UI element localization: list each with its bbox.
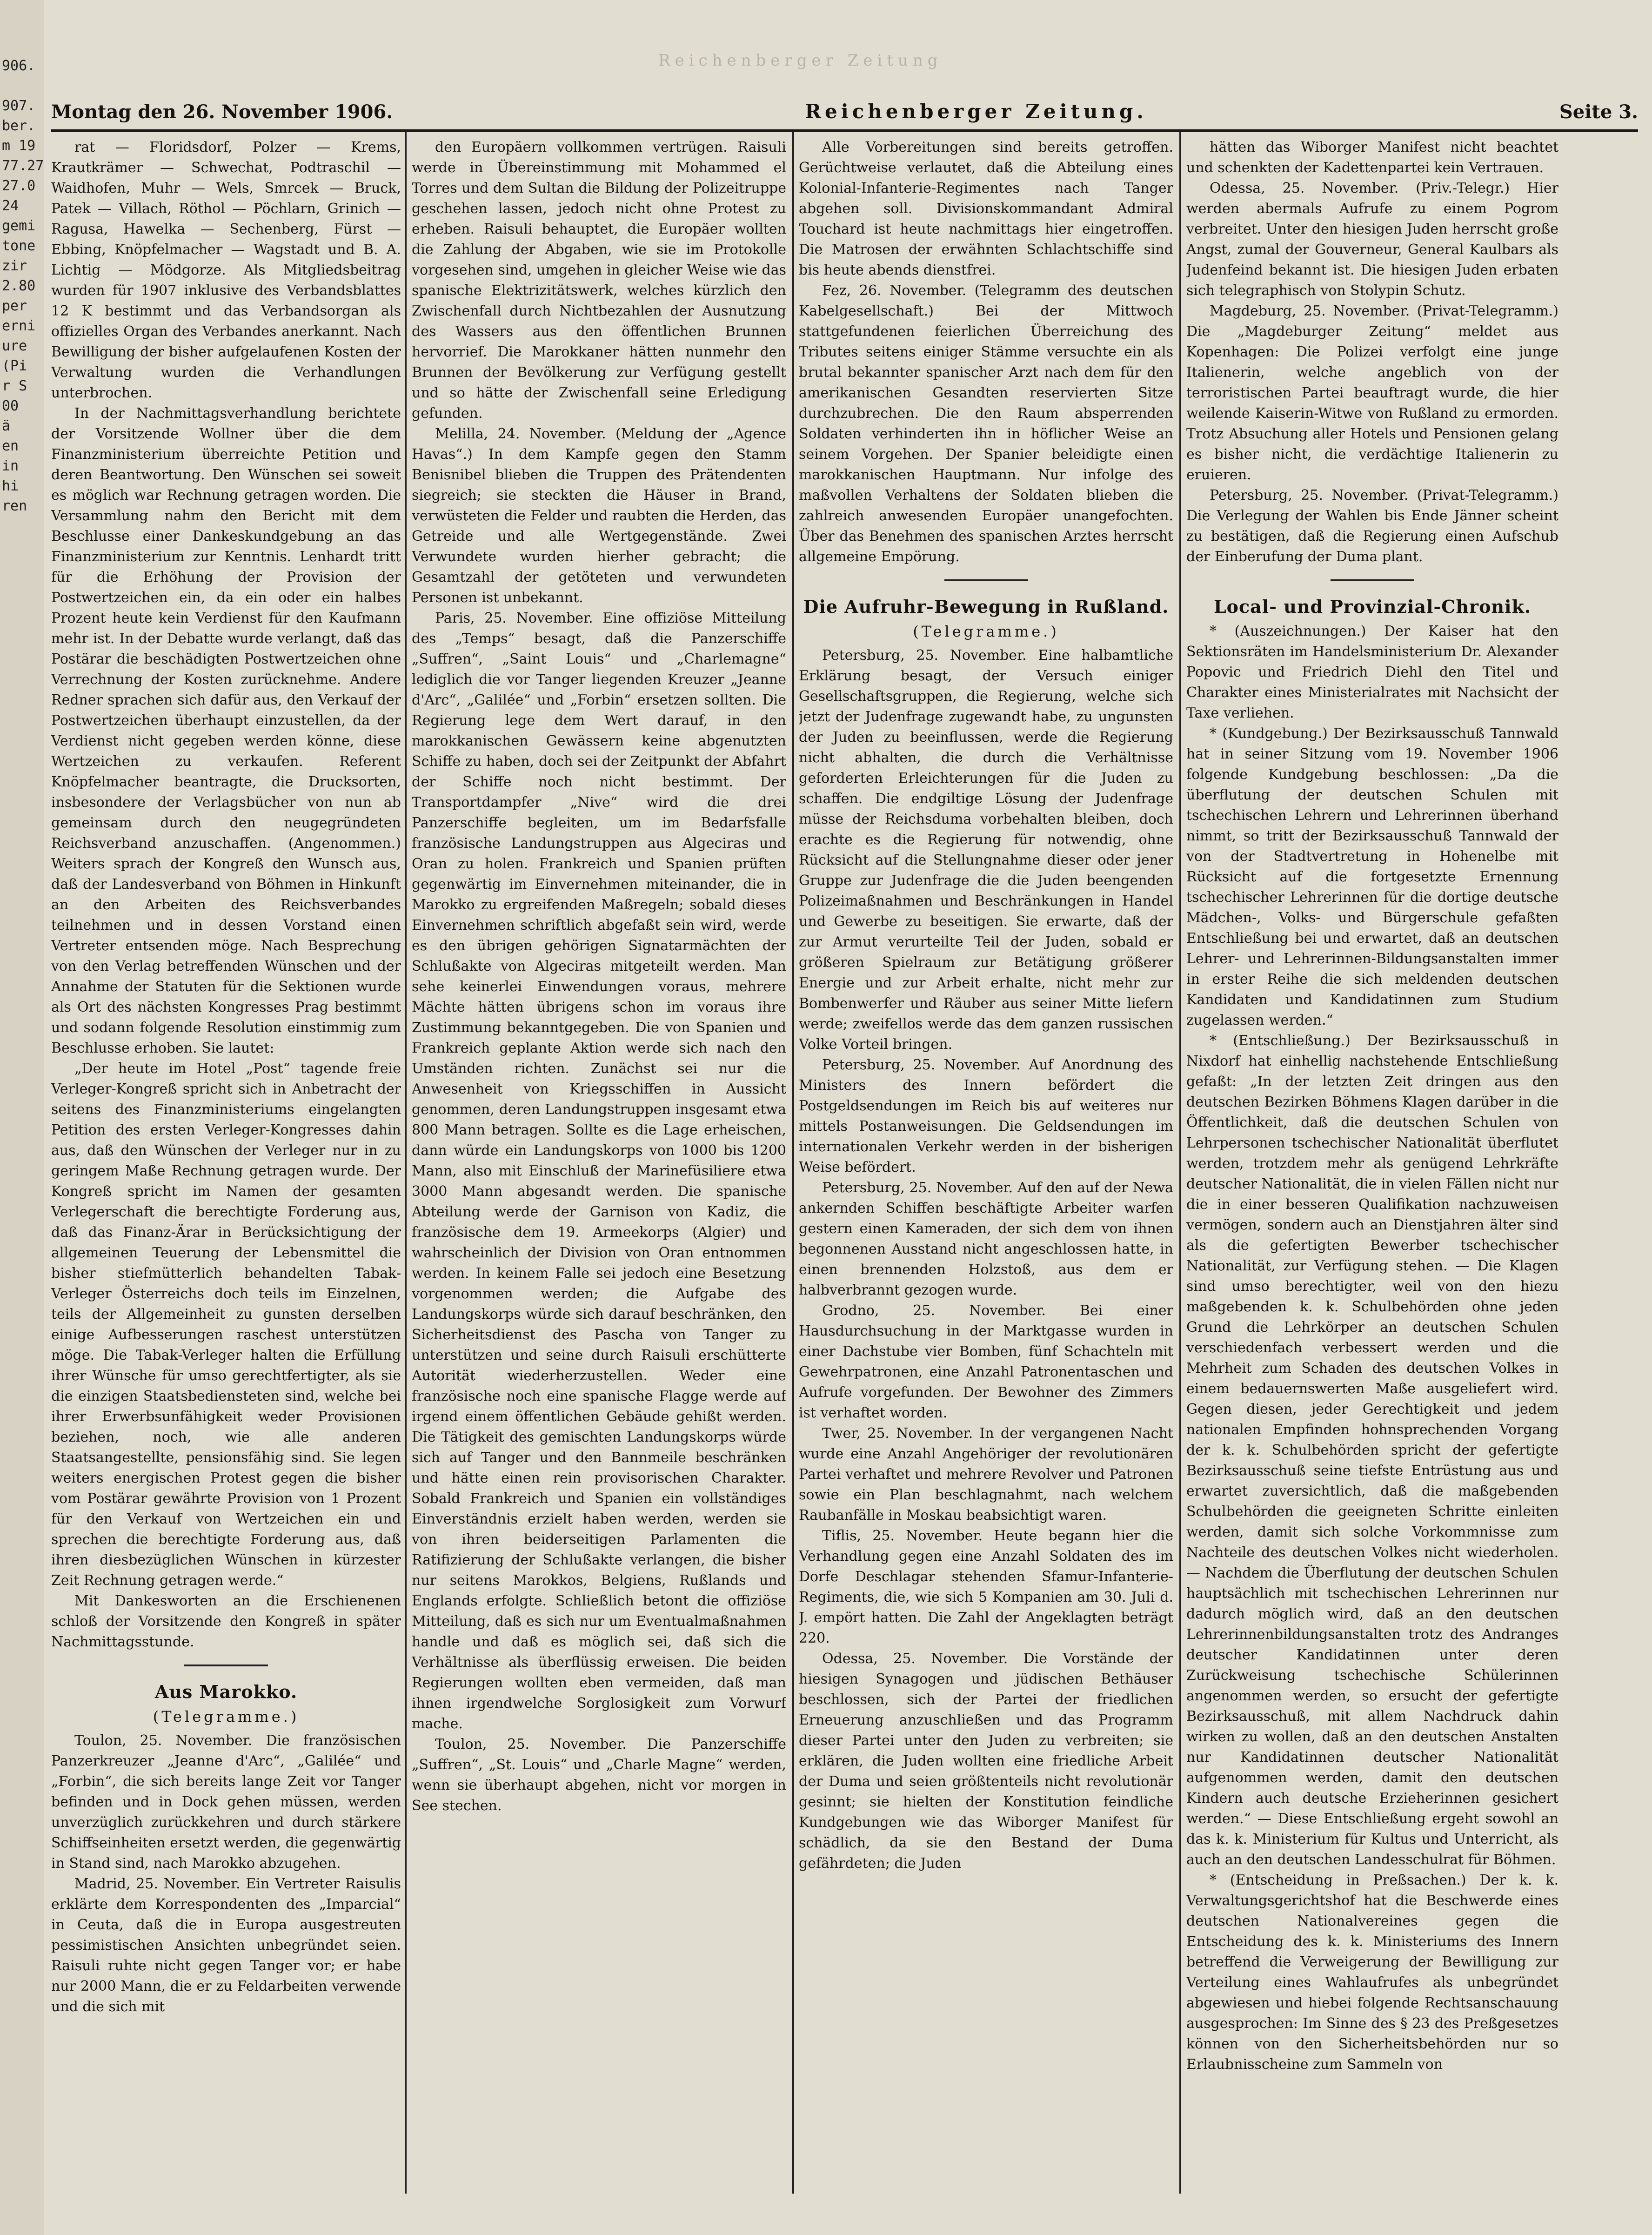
page-number: Seite 3. bbox=[1559, 101, 1638, 123]
strip-line: en bbox=[2, 438, 19, 454]
article-paragraph: hätten das Wiborger Manifest nicht beachtet und schenkten der Kadettenpartei kein Vertrauen. bbox=[1186, 139, 1558, 176]
strip-line: ren bbox=[2, 498, 27, 514]
article-paragraph: Petersburg, 25. November. (Privat-Telegramm.) Die Verlegung der Wahlen bis Ende Jänner scheint zu bestätigen, daß die Regierung einen Aufschub der Einberufung der Duma plant. bbox=[1186, 487, 1558, 565]
strip-line: 2.80 bbox=[2, 278, 36, 294]
article-paragraph: Petersburg, 25. November. Auf den auf der Newa ankernden Schiffen beschäftigte Arbeiter warfen gestern einen Kameraden, der sich dem von ihnen begonnenen Ausstand nicht angeschlossen hatte, in einen brennenden Holzstoß, aus dem er halbverbrannt gezogen wurde. bbox=[799, 1180, 1173, 1298]
article-paragraph: * (Entschließung.) Der Bezirksausschuß in Nixdorf hat einhellig nachstehende Entschließung gefaßt: „In der letzten Zeit dringen aus den deutschen Bezirken Böhmens Klagen darüber in die Öffentlichkeit, daß die deutschen Schulen von Lehrpersonen tschechischer Nationalität überflutet werden, trotzdem mehr als genügend Lehrkräfte deutscher Nationalität, die in vielen Fällen nicht nur die in einer besseren Qualifikation nachzuweisen vermögen, sondern auch an Dienstjahren älter sind als die gefertigten Bewerber tschechischer Nationalität, zur Verfügung stehen. — Die Klagen sind umso berechtigter, weil von den hiezu maßgebenden k. k. Schulbehörden ohne jeden Grund die Lehrkörper an deutschen Schulen verschiedenfach verbessert werden und die Mehrheit zum Schaden des deutschen Volkes in einem bedauernswerten Maße ausgeliefert wird. Gegen diesen, jeder Gerechtigkeit und jedem nationalen Empfinden hohnsprechenden Vorgang der k. k. Schulbehörden spricht der gefertigte Bezirksausschuß seine tiefste Entrüstung aus und erwartet zuversichtlich, daß die maßgebenden Schulbehörden die geeigneten Schritte einleiten werden, damit sich solche Vorkommnisse zum Nachteile des deutschen Volkes nicht wiederholen. — Nachdem die Überflutung der deutschen Schulen hauptsächlich mit tschechischen Lehrerinnen nur dadurch möglich wird, daß an den deutschen Lehrerinnenbildungsanstalten trotz des Andranges deutscher Kandidatinnen unter deren Zurückweisung tschechische Schülerinnen angenommen werden, so ersucht der gefertigte Bezirksausschuß, mit allem Nachdruck dahin wirken zu wollen, daß an den deutschen Anstalten nur Kandidatinnen deutscher Nationalität aufgenommen werden, damit den deutschen Kindern auch deutsche Erzieherinnen gesichert werden.“ — Diese Entschließung ergeht sowohl an das k. k. Ministerium für Kultus und Unterricht, als auch an den deutschen Landesschulrat für Böhmen. bbox=[1186, 1033, 1558, 1868]
section-divider bbox=[184, 1665, 268, 1666]
column-3-body bbox=[799, 137, 1173, 567]
section-title-marokko: Aus Marokko. bbox=[154, 1681, 298, 1702]
column-1-section-body bbox=[51, 1731, 401, 2017]
column-3-section-body bbox=[799, 645, 1173, 1874]
article-paragraph: Twer, 25. November. In der vergangenen Nacht wurde eine Anzahl Angehöriger der revolutionären Partei verhaftet und mehrere Revolver und Patronen sowie ein Plan beschlagnahmt, nach welchem Raubanfälle in Moskau beabsichtigt waren. bbox=[799, 1425, 1173, 1524]
section-subtitle: (Telegramme.) bbox=[913, 623, 1059, 640]
article-paragraph: Magdeburg, 25. November. (Privat-Telegramm.) Die „Magdeburger Zeitung“ meldet aus Kopenhagen: Die Polizei verfolgt eine junge Italienerin, welche angeblich von der terroristischen Partei beauftragt wurde, die hier weilende Kaiserin-Witwe von Rußland zu ermorden. Trotz Absuchung aller Hotels und Pensionen gelang es bisher nicht, die verdächtige Italienerin zu eruieren. bbox=[1186, 303, 1558, 483]
section-divider bbox=[1331, 579, 1414, 581]
article-paragraph: Petersburg, 25. November. Auf Anordnung des Ministers des Innern befördert die Postgeldsendungen im Reich bis auf weiteres nur mittels Postanweisungen. Die Geldsendungen im internationalen Verkehr werden in der bisherigen Weise befördert. bbox=[799, 1057, 1173, 1175]
strip-line: erni bbox=[2, 318, 36, 334]
strip-line: hi bbox=[2, 478, 19, 494]
article-paragraph: Odessa, 25. November. Die Vorstände der hiesigen Synagogen und jüdischen Bethäuser beschlossen, sich der Partei der friedlichen Erneuerung anzuschließen und das Programm dieser Partei unter den Juden zu verbreiten; sie erklären, die Juden wollten eine friedliche Arbeit der Duma und seien größtenteils nicht revolutionär gesinnt; sie hielten der Konstitution feindliche Kundgebungen wie das Wiborger Manifest für schädlich, da sie den Bestand der Duma gefährdeten; die Juden bbox=[799, 1651, 1173, 1872]
strip-line bbox=[0, 76, 44, 96]
strip-line: 907. bbox=[2, 98, 36, 114]
strip-line: per bbox=[2, 298, 27, 314]
article-paragraph: In der Nachmittagsverhandlung berichtete der Vorsitzende Wollner über die dem Finanzministerium überreichte Petition und deren Beantwortung. Den Wünschen sei soweit es möglich war Rechnung getragen worden. Die Versammlung nahm den Bericht mit dem Beschlusse einer Dankeskundgebung an das Finanzministerium zur Kenntnis. Lenhardt tritt für die Erhöhung der Provision der Postwertzeichen ein, da ein oder ein halbes Prozent heute kein Verdienst für den Kaufmann mehr ist. In der Debatte wurde verlangt, daß das Postärar die beschädigten Postwertzeichen ohne Verrechnung der Kosten zurücknehme. Andere Redner sprachen sich dafür aus, den Verkauf der Postwertzeichen überhaupt einzustellen, da der Verdienst nicht gegeben werden könne, diese Wertzeichen zu verkaufen. Referent Knöpfelmacher beantragte, die Drucksorten, insbesondere der Verlagsbücher von nun ab gemeinsam durch den neugegründeten Reichsverband anzuschaffen. (Angenommen.) Weiters sprach der Kongreß den Wunsch aus, daß der Landesverband von Böhmen in Hinkunft an den Arbeiten des Reichsverbandes teilnehmen und in dessen Vorstand einen Vertreter entsenden möge. Nach Besprechung von den Verlag betreffenden Wünschen und der Annahme der Statuten für die Sektionen wurde als Ort des nächsten Kongresses Prag bestimmt und sodann folgende Resolution einstimmig zum Beschlusse erhoben. Sie lautet: bbox=[51, 405, 401, 1056]
article-paragraph: Madrid, 25. November. Ein Vertreter Raisulis erklärte dem Korrespondenten des „Imparcial“ in Ceuta, daß die in Europa ausgestreuten pessimistischen Ansichten unbegründet seien. Raisuli ruhte nicht gegen Tanger vor; er habe nur 2000 Mann, die er zu Feldarbeiten verwende und die sich mit bbox=[51, 1876, 401, 2015]
masthead-title: Reichenberger Zeitung. bbox=[805, 100, 1147, 123]
strip-line: 906. bbox=[2, 58, 36, 74]
article-paragraph: Petersburg, 25. November. Eine halbamtliche Erklärung besagt, der Versuch einiger Gesellschaftsgruppen, die Regierung, welche sich jetzt der Judenfrage zugewandt habe, zu ungunsten der Juden zu beeinflussen, werde die Regierung nicht abhalten, die durch die Verhältnisse geforderten Erleichterungen für die Juden zu schaffen. Die endgiltige Lösung der Judenfrage müsse der Reichsduma vorbehalten bleiben, doch erachte es die Regierung für notwendig, ohne Rücksicht auf die Stellungnahme dieser oder jener Gruppe zur Judenfrage die die Juden beengenden Polizeimaßnahmen und Beschränkungen in Handel und Gewerbe zu beseitigen. Sie erwarte, daß der zur Armut verurteilte Teil der Juden, sobald er größeren Spielraum zur Betätigung größerer Energie und zur Arbeit erhalte, nicht mehr zur Bombenwerfer und Räuber aus seiner Mitte liefern werde; zweifellos werde das dem ganzen russischen Volke Vorteil bringen. bbox=[799, 647, 1173, 1053]
section-subtitle: (Telegramme.) bbox=[153, 1708, 300, 1725]
article-paragraph: * (Kundgebung.) Der Bezirksausschuß Tannwald hat in seiner Sitzung vom 19. November 1906 folgende Kundgebung beschlossen: „Da die überflutung der deutschen Schulen mit tschechischen Lehrern und Lehrerinnen überhand nimmt, so tritt der Bezirksausschuß Tannwald der von der Stadtvertretung in Hohenelbe mit Rücksicht auf die fortgesetzte Ernennung tschechischer Lehrerinnen für die dortige deutsche Mädchen-, Volks- und Bürgerschule gefaßten Entschließung bei und erwartet, daß an deutschen Lehrer- und Lehrerinnen-Bildungsanstalten immer in erster Reihe die sich meldenden deutschen Kandidaten und Kandidatinnen zum Studium zugelassen werden.“ bbox=[1186, 725, 1558, 1028]
newspaper-page bbox=[44, 0, 1652, 2235]
column-4-section-body bbox=[1186, 621, 1558, 2075]
column-2 bbox=[412, 137, 786, 2194]
bleed-through-text: Reichenberger Zeitung bbox=[658, 51, 943, 70]
article-paragraph: Alle Vorbereitungen sind bereits getroffen. Gerüchtweise verlautet, daß die Abteilung eines Kolonial-Infanterie-Regimentes nach Tanger abgehen soll. Divisionskommandant Admiral Touchard ist heute nachmittags hier eingetroffen. Die Matrosen der erwähnten Schlachtschiffe sind bis heute abends dienstfrei. bbox=[799, 139, 1173, 278]
section-title-chronik: Local- und Provinzial-Chronik. bbox=[1213, 596, 1532, 617]
article-paragraph: Melilla, 24. November. (Meldung der „Agence Havas“.) In dem Kampfe gegen den Stamm Benisnibel blieben die Truppen des Prätendenten siegreich; sie steckten die Häuser in Brand, verwüsteten die Felder und raubten die Herden, das Getreide und alle Wertgegenstände. Zwei Verwundete wurden hierher gebracht; die Gesamtzahl der getöteten und verwundeten Personen ist unbekannt. bbox=[412, 426, 786, 606]
strip-line: 77.27 bbox=[2, 158, 44, 174]
column-4-body bbox=[1186, 137, 1558, 567]
article-paragraph: * (Auszeichnungen.) Der Kaiser hat den Sektionsräten im Handelsministerium Dr. Alexander Popovic und Friedrich Diehl den Titel und Charakter eines Ministerialrates mit Nachsicht der Taxe verliehen. bbox=[1186, 623, 1558, 721]
column-divider bbox=[792, 132, 794, 2194]
strip-line: tone bbox=[2, 238, 36, 254]
article-paragraph: Odessa, 25. November. (Priv.-Telegr.) Hier werden abermals Aufrufe zu einem Pogrom verbreitet. Unter den hiesigen Juden herrscht große Angst, zumal der Gouverneur, General Kaulbars als Judenfeind bekannt ist. Die hiesigen Juden erbaten sich telegraphisch von Stolypin Schutz. bbox=[1186, 180, 1558, 299]
strip-line: ä bbox=[2, 418, 11, 434]
column-divider bbox=[405, 132, 407, 2194]
column-1-body bbox=[51, 137, 401, 1652]
column-3 bbox=[799, 137, 1173, 2194]
strip-line: ber. bbox=[2, 118, 36, 134]
column-4 bbox=[1186, 137, 1558, 2194]
strip-line: 27.0 bbox=[2, 178, 36, 194]
article-paragraph: „Der heute im Hotel „Post“ tagende freie Verleger-Kongreß spricht sich in Anbetracht der seitens des Finanzministeriums eingelangten Petition des ersten Verleger-Kongresses dahin aus, daß den Wünschen der Verleger nur in zu geringem Maße Rechnung getragen wurde. Der Kongreß spricht im Namen der gesamten Verlegerschaft die berechtigte Forderung aus, daß das Finanz-Ärar in Berücksichtigung der allgemeinen Teuerung der Lebensmittel die bisher stiefmütterlich behandelten Tabak-Verleger Österreichs doch teils im Einzelnen, teils der Allgemeinheit zu gunsten derselben einige Aufbesserungen raschest unterstützen möge. Die Tabak-Verleger halten die Erfüllung ihrer Wünsche für umso gerechtfertigter, als sie die einzigen Staatsbediensteten sind, welche bei ihrer Erwerbsunfähigkeit weder Provisionen beziehen, noch, wie alle anderen Staatsangestellte, pensionsfähig sind. Sie legen weiters energischen Protest gegen die bisher vom Postärar gewährte Provision von 1 Prozent für den Verkauf von Wertzeichen ein und sprechen die berechtigte Forderung aus, daß ihren diesbezüglichen Wünschen in kürzester Zeit Rechnung getragen werde.“ bbox=[51, 1060, 401, 1589]
article-paragraph: Mit Dankesworten an die Erschienenen schloß der Vorsitzende den Kongreß in später Nachmittagsstunde. bbox=[51, 1593, 401, 1650]
strip-line: (Pi bbox=[2, 358, 27, 374]
column-divider bbox=[1179, 132, 1181, 2194]
adjacent-page-strip bbox=[0, 0, 47, 2235]
strip-line: ure bbox=[2, 338, 27, 354]
issue-date: Montag den 26. November 1906. bbox=[51, 101, 393, 123]
article-paragraph: Tiflis, 25. November. Heute begann hier die Verhandlung gegen eine Anzahl Soldaten des im Dorfe Deschlagar stehenden Sfamur-Infanterie-Regiments, die, wie sich 5 Kompanien am 30. Juli d. J. empört hatten. Die Zahl der Angeklagten beträgt 220. bbox=[799, 1528, 1173, 1646]
page-header bbox=[51, 100, 1638, 128]
strip-line: 00 bbox=[2, 398, 19, 414]
strip-line: in bbox=[2, 458, 19, 474]
section-divider bbox=[944, 579, 1028, 581]
strip-line: zir bbox=[2, 258, 27, 274]
article-paragraph: Fez, 26. November. (Telegramm des deutschen Kabelgesellschaft.) Bei der Mittwoch stattgefundenen feierlichen Überreichung des Tributes seitens einiger Stämme versuchte ein als brutal bekannter spanischer Arzt nach dem für den amerikanischen Gesandten reservierten Sitze durchzubrechen. Die den Raum absperrenden Soldaten verhinderten ihn in höflicher Weise an seinem Vorgehen. Der Spanier beleidigte einen marokkanischen Hauptmann. Nur infolge des maßvollen Verhaltens der Soldaten blieben die zahlreich anwesenden Europäer unangefochten. Über das Benehmen des spanischen Arztes herrscht allgemeine Empörung. bbox=[799, 282, 1173, 565]
article-paragraph: * (Entscheidung in Preßsachen.) Der k. k. Verwaltungsgerichtshof hat die Beschwerde eines deutschen Nationalvereines gegen die Entscheidung des k. k. Ministeriums des Innern betreffend die Verweigerung der Bewilligung zur Verteilung eines Wahlaufrufes als unbegründet abgewiesen und hiebei folgende Rechtsanschauung ausgesprochen: Im Sinne des § 23 des Preßgesetzes können von den Sicherheitsbehörden nur so Erlaubnisscheine zum Sammeln von bbox=[1186, 1872, 1558, 2073]
strip-line: r S bbox=[2, 378, 27, 394]
article-paragraph: Toulon, 25. November. Die französischen Panzerkreuzer „Jeanne d'Arc“, „Galilée“ und „Forbin“, die sich bereits lange Zeit vor Tanger befinden und in Dock gehen müssen, werden unverzüglich zurückkehren und durch stärkere Schiffseinheiten ersetzt werden, die gegenwärtig in Stand sind, nach Marokko abzugehen. bbox=[51, 1732, 401, 1872]
article-paragraph: rat — Floridsdorf, Polzer — Krems, Krautkrämer — Schwechat, Podtraschil — Waidhofen, Muhr — Wels, Smrcek — Bruck, Patek — Villach, Röthol — Pöchlarn, Grinich — Ragusa, Hawelka — Sechenberg, Fürst — Ebbing, Knöpfelmacher — Wagstadt und B. A. Lichtig — Mödgorze. Als Mitgliedsbeitrag wurden für 1907 inklusive des Verbandsblattes 12 K bestimmt und das Verbandsorgan als offizielles Organ des Verbandes anerkannt. Nach Bewilligung der bisher aufgelaufenen Kosten der Verwaltung wurden die Verhandlungen unterbrochen. bbox=[51, 139, 401, 401]
article-paragraph: Grodno, 25. November. Bei einer Hausdurchsuchung in der Marktgasse wurden in einer Dachstube vier Bomben, fünf Schachteln mit Gewehrpatronen, eine Anzahl Patronentaschen und Aufrufe vorgefunden. Der Bewohner des Zimmers ist verhaftet worden. bbox=[799, 1302, 1173, 1421]
article-paragraph: Paris, 25. November. Eine offiziöse Mitteilung des „Temps“ besagt, daß die Panzerschiffe „Suffren“, „Saint Louis“ und „Charlemagne“ lediglich die vor Tanger liegenden Kreuzer „Jeanne d'Arc“, „Galilée“ und „Forbin“ ersetzen sollten. Die Regierung lege dem Wert darauf, in den marokkanischen Gewässern keine abgenutzten Schiffe zu haben, doch sei der Zeitpunkt der Abfahrt der Schiffe noch nicht bestimmt. Der Transportdampfer „Nive“ wird die drei Panzerschiffe begleiten, um im Bedarfsfalle französische Landungstruppen aus Algeciras und Oran zu holen. Frankreich und Spanien prüften gegenwärtig im Einvernehmen miteinander, die in Marokko zu ergreifenden Maßregeln; sobald dieses Einvernehmen schriftlich abgefaßt sein wird, werde es den übrigen gehörigen Signatarmächten der Schlußakte von Algeciras mitgeteilt werden. Man sehe keinerlei Einwendungen voraus, mehrere Mächte hätten übrigens schon im voraus ihre Zustimmung bekanntgegeben. Die von Spanien und Frankreich geplante Aktion werde sich nach den Umständen richten. Zunächst sei nur die Anwesenheit von Kriegsschiffen in Aussicht genommen, deren Landungstruppen insgesamt etwa 800 Mann betragen. Sollte es die Lage erheischen, dann würde ein Landungskorps von 1000 bis 1200 Mann, also mit Einschluß der Marinefüsiliere etwa 3000 Mann abgesandt werden. Die spanische Abteilung werde der Garnison von Kadiz, die französische dem 19. Armeekorps (Algier) und wahrscheinlich der Division von Oran entnommen werden. In keinem Falle sei jedoch eine Besetzung vorgenommen werden; die Aufgabe des Landungskorps würde sich darauf beschränken, den Sicherheitsdienst des Pascha von Tanger zu unterstützen und seine durch Raisuli erschütterte Autorität wiederherzustellen. Weder eine französische noch eine spanische Flagge werde auf irgend einem öffentlichen Gebäude gehißt werden. Die Tätigkeit des gemischten Landungskorps würde sich auf Tanger und den Bannmeile beschränken und hätte einen rein provisorischen Charakter. Sobald Frankreich und Spanien ein vollständiges Einverständnis erzielt haben werden, werden sie von ihren beiderseitigen Parlamenten die Ratifizierung der Schlußakte verlangen, die bisher nur seitens Marokkos, Belgiens, Rußlands und Englands erfolgte. Schließlich betont die offiziöse Mitteilung, daß es sich nur um Eventualmaßnahmen handle und daß es möglich sei, daß sich die Verhältnisse als überflüssig erweisen. Die beiden Regierungen wollten eben vermeiden, daß man ihnen irgendwelche Sorglosigkeit zum Vorwurf mache. bbox=[412, 610, 786, 1732]
column-1 bbox=[51, 137, 401, 2194]
strip-line: gemi bbox=[2, 218, 36, 234]
article-paragraph: den Europäern vollkommen vertrügen. Raisuli werde in Übereinstimmung mit Mohammed el Torres und dem Sultan die Bildung der Polizeitruppe geschehen lassen, jedoch nicht ohne Protest zu erheben. Raisuli behauptet, die Europäer wollten die Zahlung der Abgaben, wie sie im Protokolle vorgesehen sind, umgehen in gleicher Weise wie das spanische Elektrizitätswerk, welches kürzlich den Zwischenfall durch Nichtbezahlen der Ausnutzung des Wassers aus den öffentlichen Brunnen hervorrief. Die Marokkaner hätten nunmehr den Brunnen der Bevölkerung zur Verfügung gestellt und so hätte der Zwischenfall seine Erledigung gefunden. bbox=[412, 139, 786, 422]
strip-line: 24 bbox=[2, 198, 19, 214]
column-2-body bbox=[412, 137, 786, 1816]
section-title-russland: Die Aufruhr-Bewegung in Rußland. bbox=[803, 596, 1169, 617]
article-paragraph: Toulon, 25. November. Die Panzerschiffe „Suffren“, „St. Louis“ und „Charle Magne“ werden, wenn sie überhaupt abgehen, nicht vor morgen in See stechen. bbox=[412, 1736, 786, 1814]
header-rule bbox=[51, 129, 1638, 132]
strip-line: m 19 bbox=[2, 138, 36, 154]
